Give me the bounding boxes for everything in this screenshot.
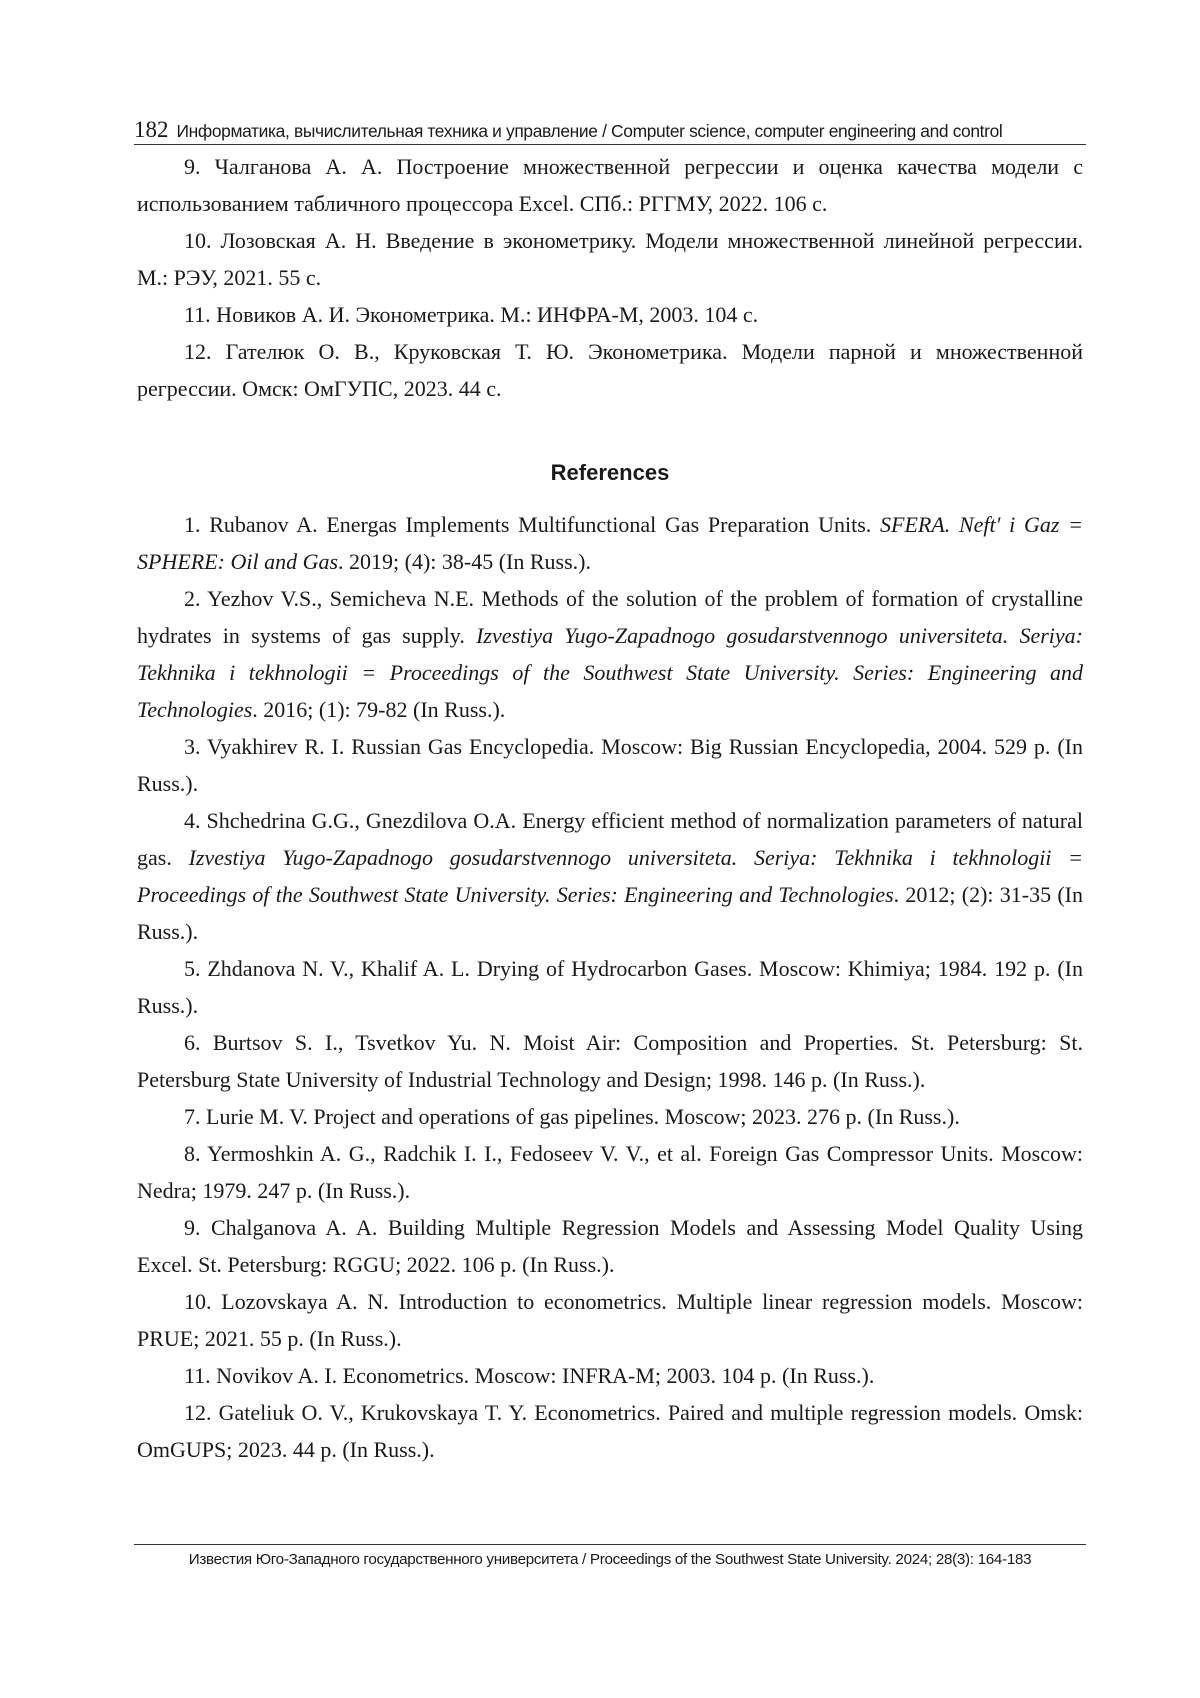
references-heading: References <box>550 460 670 485</box>
reference-item <box>137 1209 1083 1283</box>
english-reference-list <box>137 506 1083 1468</box>
reference-details: . 2012; (2): 31-35 (In Russ.). <box>137 882 1083 944</box>
reference-source: Izvestiya Yugo-Zapadnogo gosudarstvennogo universiteta. Seriya: Tekhnika i tekhnologii = Proceedings of the Southwest State University. Series: Engineering and Technologies <box>137 845 1084 907</box>
reference-item <box>137 802 1083 950</box>
reference-text: 2. Yezhov V.S., Semicheva N.E. Methods of the solution of the problem of formation of crystalline hydrates in systems of gas supply. <box>137 586 1083 648</box>
russian-reference-list <box>137 148 1083 407</box>
reference-item <box>137 1357 1083 1394</box>
journal-title: Информатика, вычислительная техника и управление / Computer science, computer engineering and control <box>176 121 1003 141</box>
footer-citation: Известия Юго-Западного государственного университета / Proceedings of the Southwest State University. 2024; 28(3): 164-183 <box>188 1551 1032 1568</box>
reference-item <box>137 506 1083 580</box>
reference-details: . 2016; (1): 79-82 (In Russ.). <box>252 697 506 722</box>
reference-text: 5. Zhdanova N. V., Khalif A. L. Drying of Hydrocarbon Gases. Moscow: Khimiya; 1984. 192 p. (In Russ.). <box>137 956 1083 1018</box>
reference-item <box>137 728 1083 802</box>
reference-text: 4. Shchedrina G.G., Gnezdilova O.A. Energy efficient method of normalization parameters of natural gas. <box>137 808 1083 870</box>
reference-item <box>137 1135 1083 1209</box>
running-header <box>134 112 1086 142</box>
reference-item <box>137 1394 1083 1468</box>
reference-item <box>137 580 1083 728</box>
reference-item: 11. Новиков А. И. Эконометрика. М.: ИНФРА-М, 2003. 104 с. <box>184 302 759 327</box>
reference-source: SFERA. Neft' i Gaz = SPHERE: Oil and Gas <box>137 512 1083 574</box>
reference-text: 8. Yermoshkin A. G., Radchik I. I., Fedoseev V. V., et al. Foreign Gas Compressor Units. Moscow: Nedra; 1979. 247 p. (In Russ.). <box>137 1141 1083 1203</box>
reference-source: Izvestiya Yugo-Zapadnogo gosudarstvennogo universiteta. Seriya: Tekhnika i tekhnologii = Proceedings of the Southwest State University. Series: Engineering and Technologies <box>137 623 1084 722</box>
reference-text: 11. Novikov A. I. Econometrics. Moscow: INFRA-M; 2003. 104 p. (In Russ.). <box>184 1363 875 1388</box>
reference-item: 12. Гателюк О. В., Круковская Т. Ю. Эконометрика. Модели парной и множественной регрессии. Омск: ОмГУПС, 2023. 44 с. <box>137 339 1083 401</box>
reference-text: 6. Burtsov S. I., Tsvetkov Yu. N. Moist Air: Composition and Properties. St. Petersburg: St. Petersburg State University of Industrial Technology and Design; 1998. 146 p. (In Russ.). <box>137 1030 1083 1092</box>
footer-divider <box>134 1544 1086 1545</box>
reference-item <box>137 1024 1083 1098</box>
header-divider <box>134 144 1086 145</box>
reference-details: . 2019; (4): 38-45 (In Russ.). <box>338 549 592 574</box>
reference-text: 3. Vyakhirev R. I. Russian Gas Encyclopedia. Moscow: Big Russian Encyclopedia, 2004. 529 p. (In Russ.). <box>137 734 1083 796</box>
reference-item <box>137 1283 1083 1357</box>
reference-text: 12. Gateliuk O. V., Krukovskaya T. Y. Econometrics. Paired and multiple regression models. Omsk: OmGUPS; 2023. 44 p. (In Russ.). <box>137 1400 1083 1462</box>
page-number: 182 <box>134 117 169 142</box>
reference-text: 1. Rubanov A. Energas Implements Multifunctional Gas Preparation Units. <box>184 512 880 537</box>
reference-text: 7. Lurie M. V. Project and operations of gas pipelines. Moscow; 2023. 276 p. (In Russ.). <box>184 1104 960 1129</box>
reference-text: 10. Lozovskaya A. N. Introduction to econometrics. Multiple linear regression models. Moscow: PRUE; 2021. 55 p. (In Russ.). <box>137 1289 1083 1351</box>
reference-item <box>137 950 1083 1024</box>
reference-item: 9. Чалганова А. А. Построение множественной регрессии и оценка качества модели с использованием табличного процессора Excel. СПб.: РГГМУ, 2022. 106 с. <box>137 154 1083 216</box>
reference-item <box>137 1098 1083 1135</box>
reference-item: 10. Лозовская А. Н. Введение в эконометрику. Модели множественной линейной регрессии. М.: РЭУ, 2021. 55 с. <box>137 228 1083 290</box>
reference-text: 9. Chalganova A. A. Building Multiple Regression Models and Assessing Model Quality Using Excel. St. Petersburg: RGGU; 2022. 106 p. (In Russ.). <box>137 1215 1083 1277</box>
